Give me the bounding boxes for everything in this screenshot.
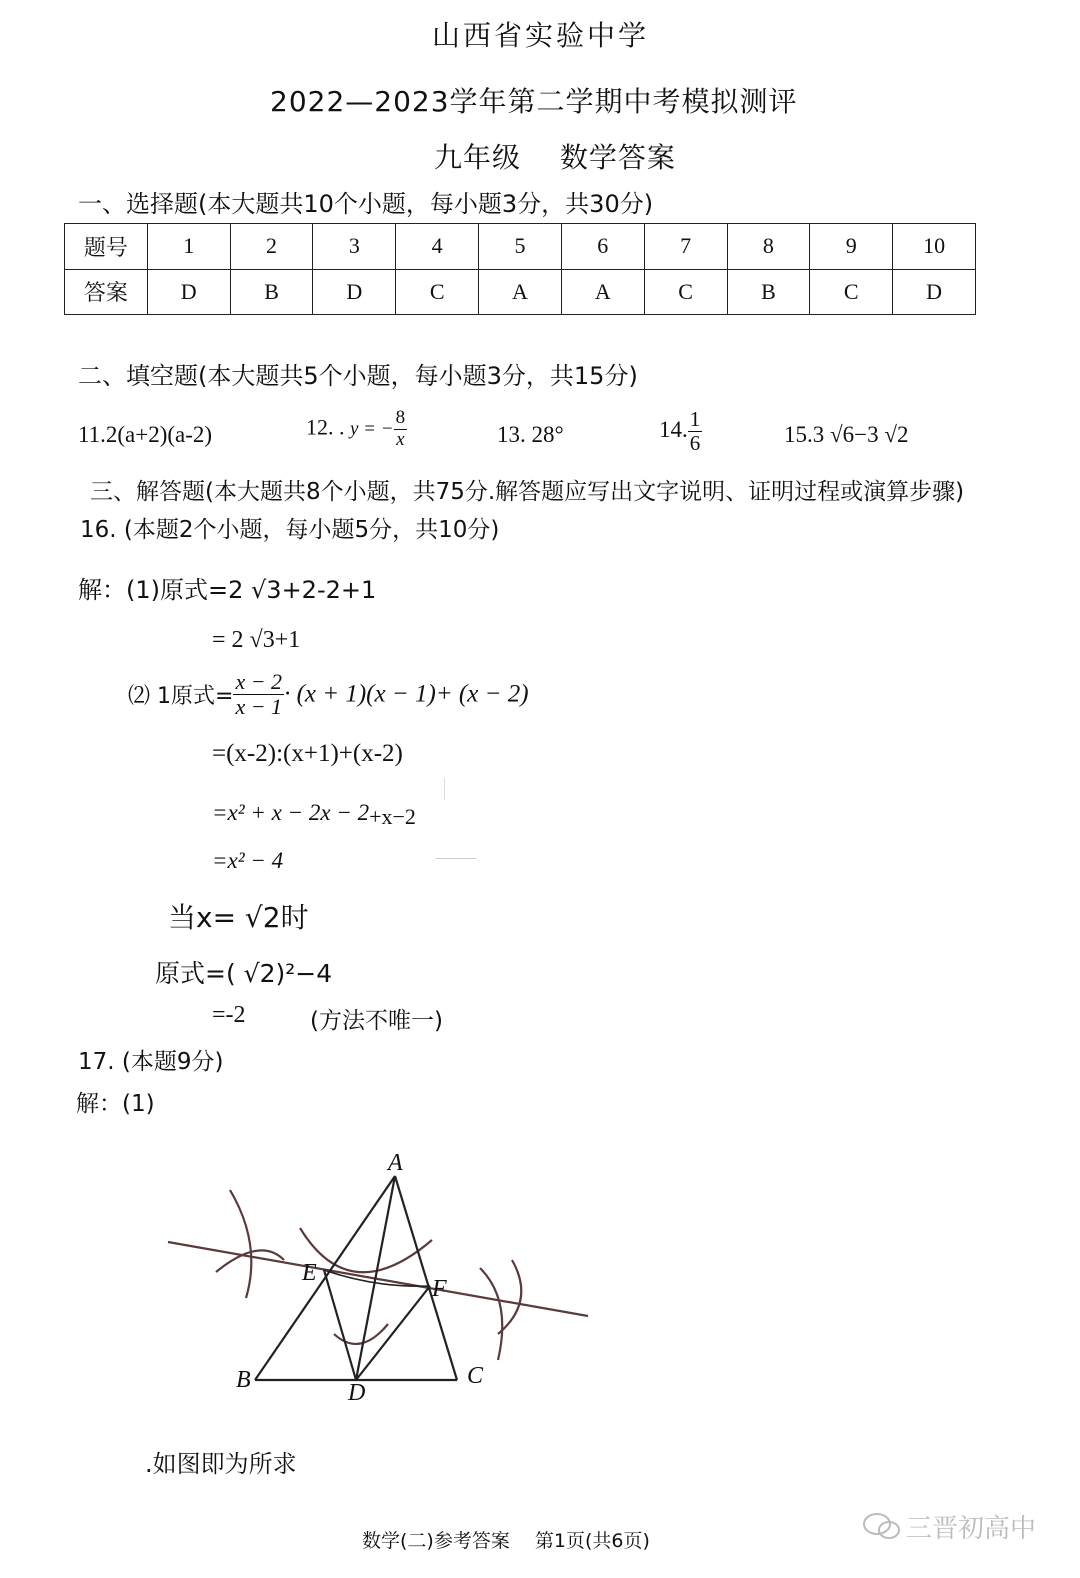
table-cell: 7 [644, 224, 727, 270]
arc-left-upper [230, 1190, 251, 1298]
q12-lhs: y = − [350, 418, 394, 440]
q16-part1-line1: 解：(1)原式=2 √3+2-2+1 [78, 576, 377, 604]
table-cell: A [561, 269, 644, 315]
q16-line-a: =(x-2):(x+1)+(x-2) [212, 740, 403, 767]
watermark-text: 三晋初高中 [906, 1514, 1037, 1544]
q14-denominator: 6 [689, 431, 701, 456]
q17-part1: 解：(1) [76, 1091, 155, 1117]
answer-q12 [306, 408, 407, 451]
table-row-numbers [65, 224, 976, 270]
scan-mark [436, 858, 476, 859]
table-cell: A [479, 269, 562, 315]
q12-numerator: 8 [395, 407, 406, 428]
segment-ad [356, 1176, 395, 1380]
table-cell: 5 [479, 224, 562, 270]
q12-denominator: x [396, 428, 405, 450]
row-label-answer: 答案 [65, 269, 148, 315]
table-row-answers [65, 269, 976, 315]
page-footer: 数学(二)参考答案 第1页(共6页) [362, 1530, 650, 1552]
side-ac [395, 1176, 457, 1380]
answer-table [64, 223, 976, 315]
table-cell: 3 [313, 224, 396, 270]
q16-line-b-part1: =x² + x − 2x − 2 [212, 800, 370, 825]
q14-prefix: 14. [659, 416, 688, 442]
table-cell: 1 [147, 224, 230, 270]
answer-q11: 11.2(a+2)(a-2) [78, 422, 213, 447]
label-e: E [302, 1260, 317, 1286]
q16-line-b [212, 800, 416, 829]
q16-substitute: 原式=( √2)²−4 [155, 959, 333, 988]
table-cell: 8 [727, 224, 810, 270]
label-c: C [467, 1363, 484, 1389]
row-label-number: 题号 [65, 224, 148, 270]
table-cell: C [396, 269, 479, 315]
q12-fraction [394, 408, 408, 451]
scan-mark [444, 778, 445, 800]
q14-numerator: 1 [689, 407, 701, 431]
q16-part1-line2: = 2 √3+1 [212, 627, 301, 653]
q16-part2-prefix: ⑵ 1原式= [128, 684, 234, 710]
section3-heading: 三、解答题(本大题共8个小题，共75分.解答题应写出文字说明、证明过程或演算步骤) [90, 479, 965, 505]
label-f: F [432, 1276, 447, 1302]
table-cell: C [644, 269, 727, 315]
table-cell: C [810, 269, 893, 315]
grade-subject: 九年级 数学答案 [434, 141, 676, 174]
section1-heading: 一、选择题(本大题共10个小题，每小题3分，共30分) [78, 190, 654, 218]
table-cell: B [230, 269, 313, 315]
arc-right [480, 1268, 502, 1360]
segment-fd [356, 1286, 430, 1380]
school-title: 山西省实验中学 [432, 19, 650, 52]
construction-diagram [150, 1140, 610, 1420]
answer-q15: 15.3 √6−3 √2 [784, 422, 909, 447]
watermark [862, 1508, 1036, 1545]
label-d: D [348, 1380, 366, 1406]
exam-title: 2022—2023学年第二学期中考模拟测评 [270, 85, 798, 118]
perpendicular-bisector-line [168, 1242, 588, 1316]
label-a: A [388, 1150, 403, 1176]
table-cell: 4 [396, 224, 479, 270]
q16-when: 当x= √2时 [168, 901, 309, 934]
q16-part2-fraction [233, 670, 284, 719]
q14-fraction [688, 408, 703, 455]
answer-q14 [659, 408, 702, 455]
q16-title: 16. (本题2个小题，每小题5分，共10分) [80, 517, 500, 543]
wechat-icon [862, 1511, 902, 1543]
table-cell: 6 [561, 224, 644, 270]
table-cell: B [727, 269, 810, 315]
table-cell: 10 [893, 224, 976, 270]
q16-part2-expression [128, 670, 529, 719]
q16-line-b-part2: +x−2 [369, 804, 416, 829]
answer-q13: 13. 28° [497, 422, 564, 447]
q17-caption: .如图即为所求 [145, 1450, 297, 1478]
q16-note: (方法不唯一) [310, 1008, 443, 1034]
q16-part2-numerator: x − 2 [235, 669, 283, 694]
table-cell: D [893, 269, 976, 315]
table-cell: 9 [810, 224, 893, 270]
table-cell: D [313, 269, 396, 315]
q17-title: 17. (本题9分) [78, 1049, 224, 1075]
table-cell: D [147, 269, 230, 315]
segment-ed [324, 1270, 356, 1380]
q16-line-c: =x² − 4 [212, 848, 284, 873]
q16-result: =-2 [212, 1002, 246, 1028]
section2-heading: 二、填空题(本大题共5个小题，每小题3分，共15分) [78, 362, 638, 390]
q12-prefix: 12. . [306, 414, 345, 440]
q16-part2-denominator: x − 1 [235, 694, 283, 720]
label-b: B [236, 1367, 251, 1393]
q16-part2-rest: · (x + 1)(x − 1)+ (x − 2) [284, 680, 529, 708]
table-cell: 2 [230, 224, 313, 270]
